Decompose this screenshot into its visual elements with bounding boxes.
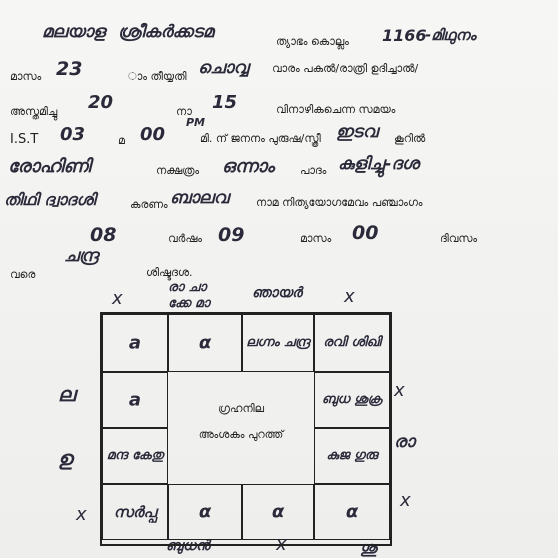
hw-pm: PM <box>186 116 206 129</box>
era-label: ത്യാഭം കൊല്ലം <box>276 35 349 48</box>
top-label-5: x <box>344 286 355 307</box>
house-value: a <box>128 332 142 354</box>
hw-vinazhika: 15 <box>212 92 238 113</box>
top-label-3: ക്കേ മാ <box>168 296 210 311</box>
pada-label: പാദം <box>300 164 327 177</box>
house-value: ബുധ ശുക്ര <box>321 392 383 407</box>
sign-label: കൂറിൽ <box>394 132 426 145</box>
house-9 <box>102 484 168 540</box>
hw-months: 09 <box>218 224 245 246</box>
star-label: നക്ഷത്രം <box>156 164 200 177</box>
days-label: ദിവസം <box>440 232 478 245</box>
month-label: മാസം <box>10 70 42 83</box>
right-label-2: രാ <box>394 432 415 452</box>
hw-weekday: ചൊവ്വ <box>198 58 249 78</box>
years-label: വർഷം <box>168 232 203 245</box>
bottom-label-3: ശു <box>360 538 377 557</box>
left-label-1: ല <box>58 382 76 406</box>
house-8 <box>168 484 242 540</box>
until-label: വരെ <box>10 268 36 281</box>
house-3 <box>314 314 390 372</box>
right-label-1: x <box>394 380 405 401</box>
left-label-2: ഉ <box>58 446 73 470</box>
center-title: ഗ്രഹനില <box>217 402 265 415</box>
top-label-4: ഞായർ <box>252 285 302 301</box>
horoscope-chart <box>100 312 392 546</box>
top-label-2: രാ ചാ <box>168 280 207 295</box>
house-1 <box>168 314 242 372</box>
left-label-3: x <box>76 504 87 525</box>
top-label-1: x <box>112 288 123 309</box>
house-7 <box>242 484 314 540</box>
house-value: കുജ ഗുരു <box>326 448 378 463</box>
nazhika-label: നാ <box>176 105 192 118</box>
time-label: വിനാഴികചെന്ന സമയം <box>276 103 396 116</box>
bottom-label-2: x <box>276 534 287 555</box>
hw-karanam: ബാലവ <box>170 188 229 208</box>
house-value: സർപ്പ <box>113 503 157 521</box>
set-label: അസ്തമിച്ചു <box>10 105 58 118</box>
karanam-label: കരണം <box>130 198 168 211</box>
ist-label: I.S.T <box>10 132 39 147</box>
hw-years: 08 <box>90 224 117 246</box>
months-label: മാസം <box>300 232 332 245</box>
hw-year: 1166 <box>382 26 427 45</box>
house-value: a <box>128 389 142 411</box>
hw-month: ശ്രീകർക്കടമ <box>118 22 214 42</box>
hw-hour: 03 <box>60 124 86 145</box>
hw-minute: 00 <box>140 124 166 145</box>
house-2 <box>242 314 314 372</box>
hw-pada: ഒന്നാം <box>222 156 275 177</box>
hw-nazhika: 20 <box>88 92 114 113</box>
birth-label: മി. ന് ജനനം പുരുഷ/സ്ത്രീ <box>200 132 321 145</box>
hw-day: 23 <box>56 58 83 80</box>
date-label: ാം തീയ്യതി <box>128 70 187 83</box>
house-6 <box>314 484 390 540</box>
hw-calendar: മലയാള <box>42 22 106 42</box>
house-4 <box>314 372 390 428</box>
house-5 <box>314 428 390 484</box>
hw-year-tail: -മിഥുനം <box>425 26 476 44</box>
bottom-label-1: ബുധൻ <box>166 538 210 554</box>
house-value: α <box>198 501 212 523</box>
hw-dasha: ചന്ദ്ര <box>64 246 99 266</box>
hour-label: മ <box>118 134 125 147</box>
hw-star: രോഹിണി <box>8 156 91 177</box>
house-value: α <box>345 501 359 523</box>
house-value: മന്ദ കേതു <box>106 448 164 463</box>
hw-tithi: തിഥി ദ്വാദശി <box>4 190 96 209</box>
weekday-label: വാരം പകൽ/രാത്രി ഉദിച്ചാൽ/ <box>272 62 419 75</box>
right-label-3: x <box>400 490 411 511</box>
house-value: α <box>271 501 285 523</box>
dasha-label: ശിഷ്ടദശ. <box>146 266 193 279</box>
house-10 <box>102 428 168 484</box>
hw-sign: ഇടവ <box>336 122 378 142</box>
yoga-label: നാമ നിത്യയോഗമേവം പഞ്ചാംഗം <box>256 196 423 209</box>
center-subtitle: അംശകം പുറത്ത് <box>198 428 284 441</box>
hw-pada-tail: കുളിച്ചു-ദശ <box>338 154 420 174</box>
chart-center <box>168 372 314 484</box>
house-value: α <box>198 332 212 354</box>
house-value: ലഗ്നം ചന്ദ്ര <box>246 335 310 350</box>
house-12 <box>102 314 168 372</box>
hw-days: 00 <box>352 222 379 244</box>
house-11 <box>102 372 168 428</box>
house-value: രവി ശിഖി <box>323 335 381 350</box>
